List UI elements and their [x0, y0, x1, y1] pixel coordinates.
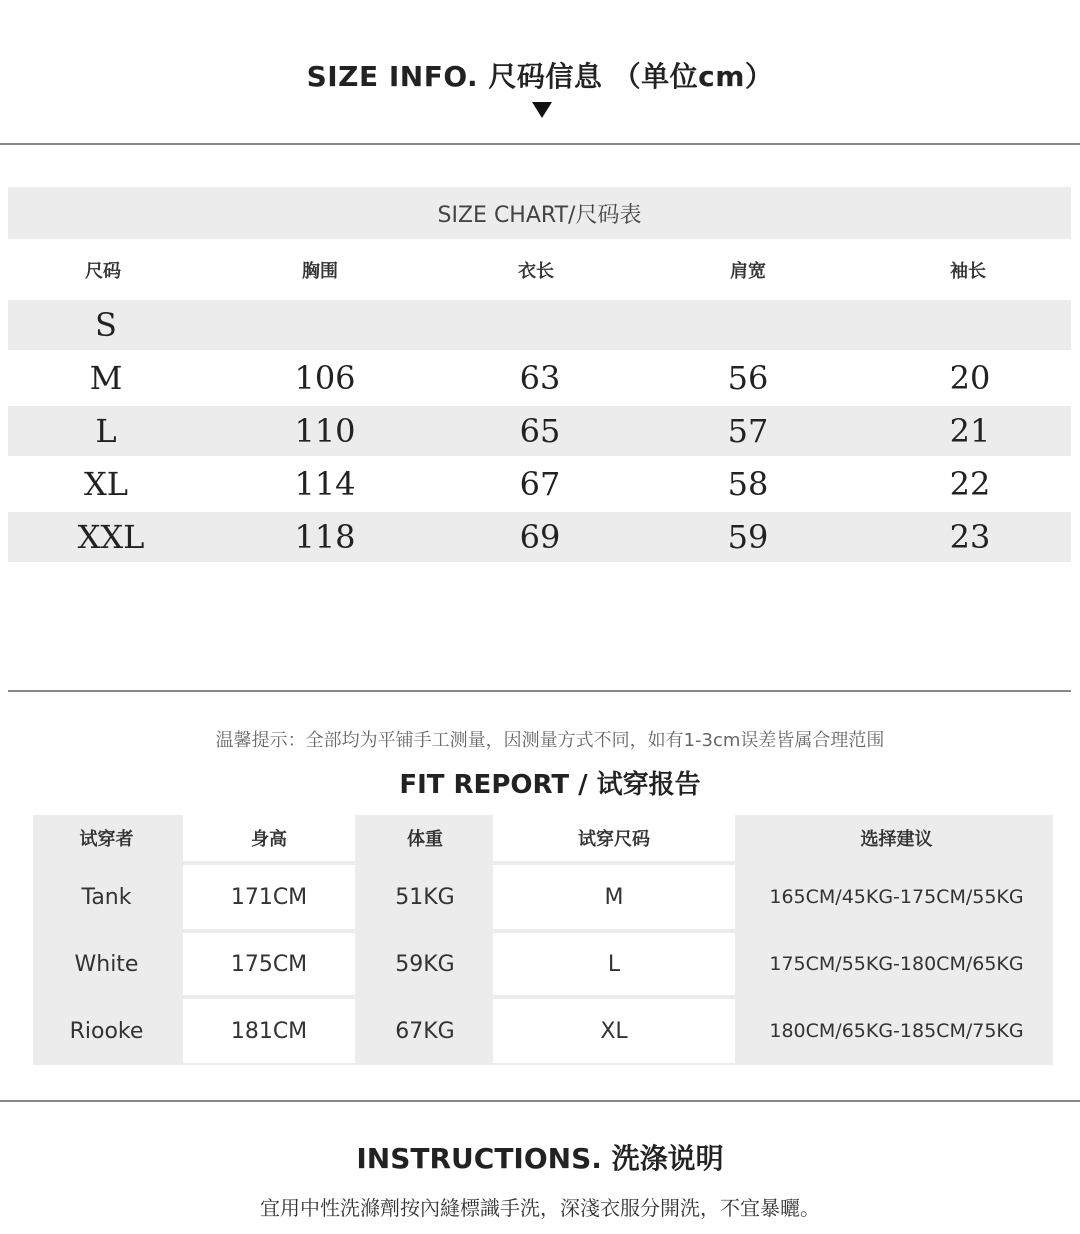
size-chart-header-row: [8, 243, 1071, 297]
size-row-m: [8, 353, 1071, 403]
size-suggestion: 175CM/55KG-180CM/65KG: [769, 953, 1024, 975]
size-cell: M: [89, 359, 123, 397]
tester-size: M: [493, 865, 735, 929]
fit-header-row: [33, 815, 1053, 861]
tester-weight: 67KG: [395, 1018, 455, 1044]
column-header-tried-size: 试穿尺码: [493, 815, 735, 861]
length-cell: 65: [519, 412, 561, 450]
column-header-height: 身高: [183, 815, 355, 861]
column-header-shoulder: 肩宽: [730, 261, 766, 282]
column-header-weight: 体重: [407, 829, 443, 850]
chest-cell: 114: [294, 465, 356, 503]
measurement-tip: 温馨提示：全部均为平铺手工测量，因测量方式不同，如有1-3cm误差皆属合理范围: [215, 730, 885, 751]
size-chart-title: SIZE CHART/尺码表: [8, 187, 1071, 239]
tester-height: 171CM: [183, 865, 355, 929]
size-cell: XL: [83, 465, 129, 503]
chest-cell: [270, 300, 380, 350]
length-cell: 69: [519, 518, 561, 556]
column-header-suggestion: 选择建议: [860, 829, 933, 850]
divider: [0, 1100, 1080, 1102]
length-cell: 67: [519, 465, 561, 503]
sleeve-cell: 23: [949, 518, 991, 556]
tester-name: White: [74, 951, 139, 977]
tester-height: 181CM: [183, 999, 355, 1063]
size-suggestion: 165CM/45KG-175CM/55KG: [769, 886, 1024, 908]
size-cell: XXL: [77, 518, 145, 556]
shoulder-cell: 59: [727, 518, 769, 556]
size-row-s: [8, 300, 1071, 350]
length-cell: 63: [519, 359, 561, 397]
tester-name: Tank: [81, 884, 132, 910]
tester-name: Riooke: [69, 1018, 144, 1044]
chest-cell: 118: [294, 518, 356, 556]
size-cell: S: [95, 306, 117, 344]
fit-report-title: FIT REPORT / 试穿报告: [399, 770, 701, 800]
column-header-tester: 试穿者: [79, 829, 134, 850]
size-suggestion: 180CM/65KG-185CM/75KG: [769, 1020, 1024, 1042]
size-cell: L: [95, 412, 117, 450]
column-header-size: 尺码: [85, 261, 121, 282]
divider: [0, 143, 1080, 145]
fit-row-white: [33, 933, 1053, 995]
tester-weight: 51KG: [395, 884, 455, 910]
shoulder-cell: 56: [727, 359, 769, 397]
column-header-chest: 胸围: [302, 261, 338, 282]
size-row-xxl: [8, 512, 1071, 562]
tester-size: L: [493, 933, 735, 995]
instructions-text: 宜用中性洗滌劑按內縫標識手洗，深淺衣服分開洗，不宜暴曬。: [260, 1196, 820, 1220]
shoulder-cell: 57: [727, 412, 769, 450]
instructions-title: INSTRUCTIONS. 洗涤说明: [356, 1142, 724, 1175]
shoulder-cell: 58: [727, 465, 769, 503]
shoulder-cell: [698, 300, 798, 350]
tester-size: XL: [493, 999, 735, 1063]
fit-row-tank: [33, 865, 1053, 929]
sleeve-cell: 21: [949, 412, 991, 450]
chest-cell: 106: [294, 359, 356, 397]
size-chart-table: [8, 187, 1071, 567]
length-cell: [490, 300, 590, 350]
divider: [8, 690, 1071, 692]
down-triangle-icon: [530, 98, 554, 122]
size-row-l: [8, 406, 1071, 456]
sleeve-cell: 22: [949, 465, 991, 503]
fit-row-riooke: [33, 999, 1053, 1063]
column-header-sleeve: 袖长: [950, 261, 986, 282]
sleeve-cell: 20: [949, 359, 991, 397]
sleeve-cell: [920, 300, 1020, 350]
size-info-title: SIZE INFO. 尺码信息 （单位cm）: [306, 60, 774, 93]
fit-report-table: [33, 815, 1053, 1065]
size-row-xl: [8, 459, 1071, 509]
tester-height: 175CM: [183, 933, 355, 995]
chest-cell: 110: [294, 412, 356, 450]
column-header-length: 衣长: [518, 261, 554, 282]
tester-weight: 59KG: [395, 951, 455, 977]
